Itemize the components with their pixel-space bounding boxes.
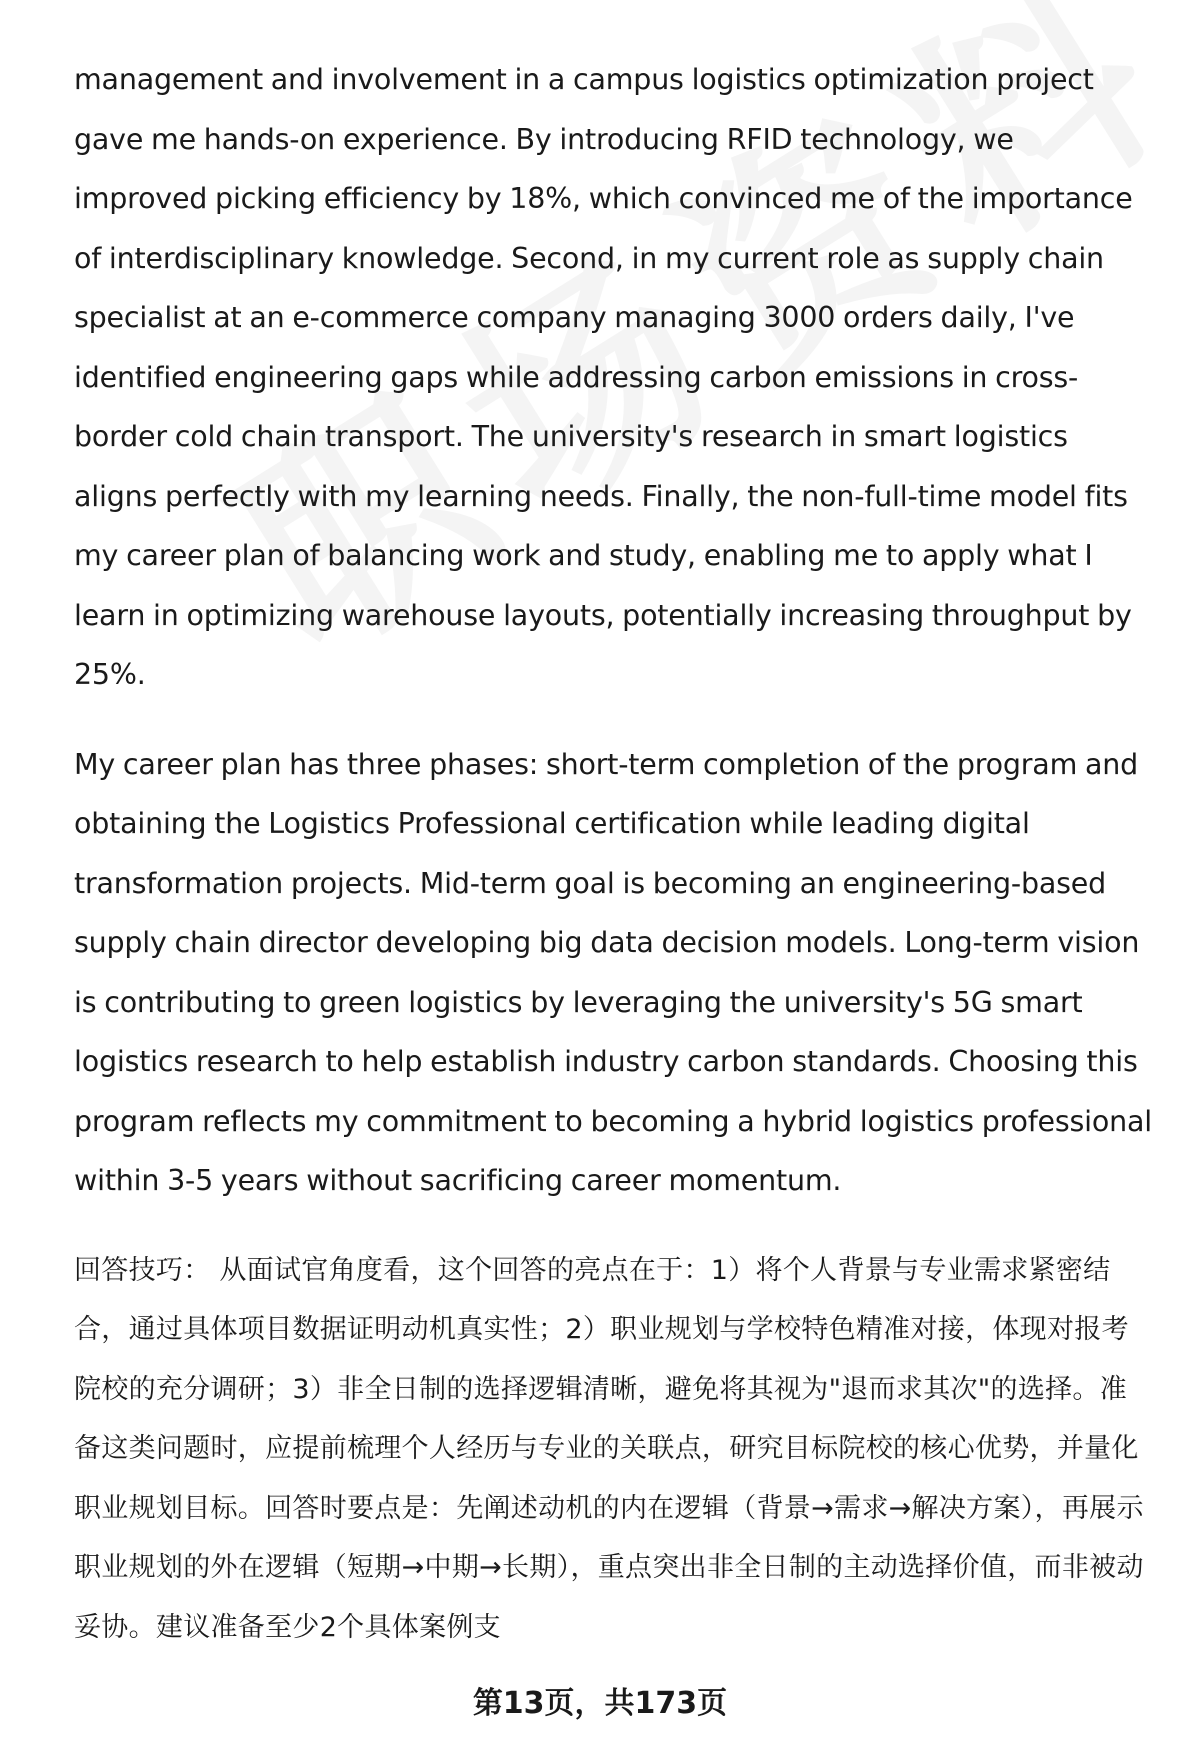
paragraph-career-plan: My career plan has three phases: short-term completion of the program and obtaining the Logistics Professional certification while leading digital transformation projects. Mid-term goal is becoming an engineering-based supply chain director developing big data decision models. Long-term vision is contributing to green logistics by leveraging the university's 5G smart logistics research to help establish industry carbon standards. Choosing this program reflects my commitment to becoming a hybrid logistics professional within 3-5 years without sacrificing career momentum. [74, 747, 1152, 1197]
answer-tips-text: 从面试官角度看，这个回答的亮点在于：1）将个人背景与专业需求紧密结合，通过具体项目数据证明动机真实性；2）职业规划与学校特色精准对接，体现对报考院校的充分调研；3）非全日制的选择逻辑清晰，避免将其视为"退而求其次"的选择。准备这类问题时，应提前梳理个人经历与专业的关联点，研究目标院校的核心优势，并量化职业规划目标。回答时要点是：先阐述动机的内在逻辑（背景→需求→解决方案），再展示职业规划的外在逻辑（短期→中期→长期），重点突出非全日制的主动选择价值，而非被动妥协。建议准备至少2个具体案例支 [74, 1254, 1144, 1643]
paragraph-motivation: management and involvement in a campus logistics optimization project gave me hands-on experience. By introducing RFID technology, we improved picking efficiency by 18%, which convinced me of the importance of interdisciplinary knowledge. Second, in my current role as supply chain specialist at an e-commerce company managing 3000 orders daily, I've identified engineering gaps while addressing carbon emissions in cross-border cold chain transport. The university's research in smart logistics aligns perfectly with my learning needs. Finally, the non-full-time model fits my career plan of balancing work and study, enabling me to apply what I learn in optimizing warehouse layouts, potentially increasing throughput by 25%. [74, 63, 1133, 691]
page-content [74, 50, 1154, 1657]
answer-tips-label: 回答技巧： [74, 1254, 211, 1286]
page-number: 第13页，共173页 [472, 1686, 728, 1721]
answer-tips [74, 1241, 1154, 1658]
